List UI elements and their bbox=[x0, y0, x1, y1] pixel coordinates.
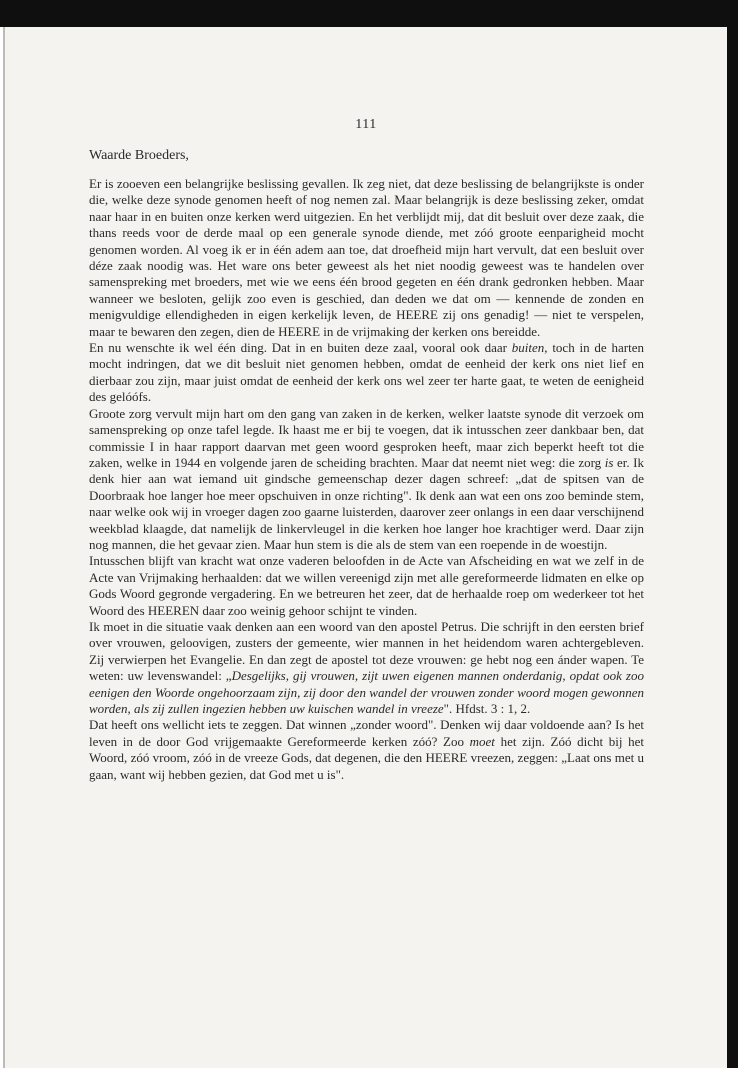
paragraph-4 bbox=[89, 553, 644, 619]
paragraph-1 bbox=[89, 176, 644, 340]
emphasis-text: buiten bbox=[511, 340, 545, 356]
page-number: 111 bbox=[355, 117, 377, 132]
paragraph-text: Ik moet in die situatie vaak denken aan een woord van den apostel Petrus. Die schrijft in den eersten brief over vrouwen, geloovigen, zusters der gemeente, wier mannen in het heidendom waren achtergebleven. Zij verwierpen het Evangelie. En dan zegt de apostel tot deze vrouwen: ge hebt nog een ánder wapen. Te weten: uw levenswandel: „ bbox=[89, 618, 644, 684]
paragraph-text: er. Ik denk hier aan wat iemand uit gindsche gemeenschap dezer dagen schreef: „dat de spitsen van de Doorbraak hoe langer hoe meer opschuiven in onze richting". Ik denk aan wat een ons zoo beminde stem, naar welke ook wij in vroeger dagen zoo gaarne luisterden, daarover zeer onlangs in een daar verschijnend weekblad klaagde, dat namelijk de linkervleugel in die kerken hoe langer hoe krachtiger werd. Daar zijn nog mannen, die het gevaar zien. Maar hun stem is die als de stem van een roepende in de woestijn. bbox=[89, 454, 644, 552]
paragraph-text: Er is zooeven een belangrijke beslissing gevallen. Ik zeg niet, dat deze beslissing de belangrijkste is onder die, welke deze synode genomen heeft of nog nemen zal. Maar belangrijk is deze beslissing zeker, omdat naar haar in en buiten onze kerken werd uitgezien. En het verblijdt mij, dat dit besluit over deze zaak, die thans reeds voor de derde maal op een generale synode diende, met zóó groote eenparigheid mocht genomen worden. Al voeg ik er in één adem aan toe, dat droefheid mijn hart vervult, dat een besluit over déze zaak noodig was. Het ware ons beter geweest als het niet noodig geweest was te handelen over samenspreking met broeders, met wie we eens één brood gegeten en één drank gedronken hebben. Maar wanneer we besloten, gelijk zoo even is geschied, dan deden we dat om — kennende de zonden en menigvuldige ellendigheden in eigen kerkelijk leven, de HEERE zij ons genadig! — niet te verspelen, maar te bewaren den zegen, dien de HEERE in de vrijmaking der kerken ons bereidde. bbox=[89, 176, 644, 339]
paragraph-text: Dat heeft ons wellicht iets te zeggen. Dat winnen „zonder woord". Denken wij daar voldoende aan? Is het leven in de door God vrijgemaakte Gereformeerde kerken zóó? Zoo bbox=[89, 717, 644, 749]
paragraph-5 bbox=[89, 619, 644, 717]
paragraph-3 bbox=[89, 406, 644, 554]
paragraph-text: , toch in de harten mocht indringen, dat we dit besluit niet genomen hebben, omdat de eenheid der kerk ons niet lief en dierbaar zou zijn, maar juist omdat de eenheid der kerk ons wel zeer ter harte gaat, te weten de eenigheid des gelóófs. bbox=[89, 340, 644, 405]
paragraph-text: ". Hfdst. 3 : 1, 2. bbox=[443, 701, 531, 716]
document-page bbox=[3, 27, 727, 1068]
paragraph-text: Intusschen blijft van kracht wat onze vaderen beloofden in de Acte van Afscheiding en wat we zelf in de Acte van Vrijmaking herhaalden: dat we willen vereenigd zijn met alle gereformeerde lidmaten en elke op Gods Woord gegronde vergadering. En we betreuren het zeer, dat de herhaalde roep om wederkeer tot het Woord des HEEREN daar zoo weinig gehoor schijnt te vinden. bbox=[89, 553, 644, 618]
salutation: Waarde Broeders, bbox=[89, 148, 189, 163]
emphasis-text: Desgelijks, gij vrouwen, zijt uwen eigenen mannen onderdanig, opdat ook zoo eenigen den Woorde ongehoorzaam zijn, zij door den wandel der vrouwen zonder woord mogen gewonnen worden, als zij zullen ingezien hebben uw kuischen wandel in vreeze bbox=[89, 668, 644, 716]
scan-border-top bbox=[0, 0, 738, 27]
paragraph-text: het zijn. Zóó dicht bij het Woord, zóó vroom, zóó in de vreeze Gods, dat degenen, die den HEERE vreezen, zeggen: „Laat ons met u gaan, want wij hebben gezien, dat God met u is". bbox=[89, 733, 644, 782]
paragraph-text: Groote zorg vervult mijn hart om den gang van zaken in de kerken, welker laatste synode dit verzoek om samenspreking op onze tafel legde. Ik haast me er bij te voegen, dat ik intusschen zeer dankbaar ben, dat commissie I in haar rapport daarvan met geen woord gesproken heeft, maar zich beperkt heeft tot die zaken, welke in 1944 en volgende jaren de scheiding brachten. Maar dat neemt niet weg: die zorg bbox=[89, 405, 644, 470]
paragraph-2 bbox=[89, 340, 644, 406]
paragraph-6 bbox=[89, 717, 644, 783]
body-text bbox=[89, 176, 644, 783]
emphasis-text: is bbox=[604, 454, 614, 470]
emphasis-text: moet bbox=[469, 733, 495, 749]
paragraph-text: En nu wenschte ik wel één ding. Dat in en buiten deze zaal, vooral ook daar bbox=[89, 340, 512, 356]
